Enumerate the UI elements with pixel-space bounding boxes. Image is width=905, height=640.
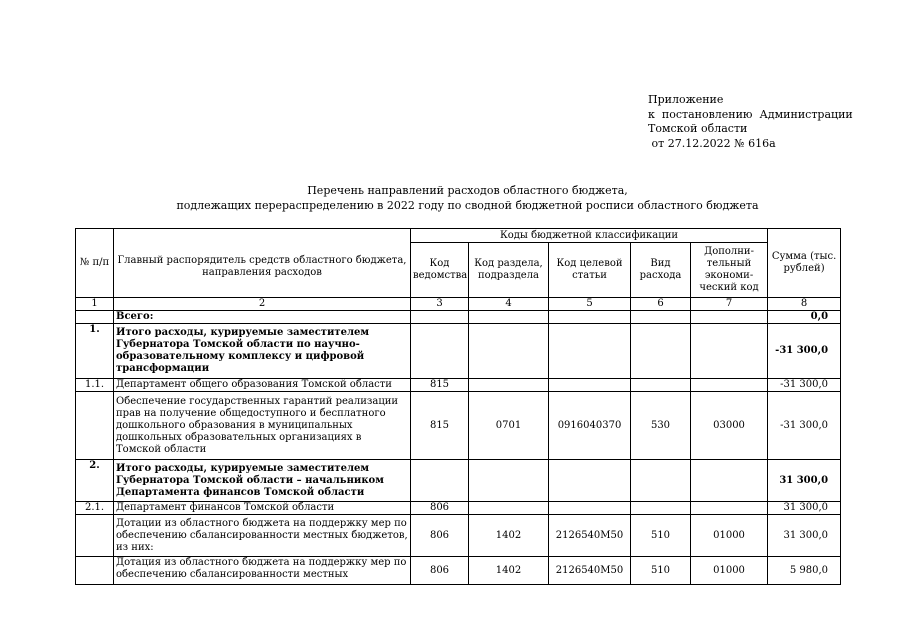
row-dop	[691, 502, 768, 515]
table-row	[76, 324, 841, 379]
row-sum: -31 300,0	[768, 324, 841, 379]
row-razdel: 1402	[469, 557, 549, 585]
row-cel: 0916040370	[549, 392, 631, 460]
appendix-line-3: Томской области	[648, 122, 748, 136]
row-razdel	[469, 324, 549, 379]
row-ved: 806	[411, 502, 469, 515]
table-row	[76, 460, 841, 502]
row-dop: 01000	[691, 515, 768, 557]
header-sum: Сумма (тыс. рублей)	[768, 229, 841, 298]
row-sum: 31 300,0	[768, 502, 841, 515]
row-num: 2.	[76, 460, 114, 502]
row-dop	[691, 324, 768, 379]
row-cel: 2126540М50	[549, 557, 631, 585]
header-num: № п/п	[76, 229, 114, 298]
row-ved: 806	[411, 557, 469, 585]
row-cel	[549, 379, 631, 392]
row-cel	[549, 460, 631, 502]
title-line-1: Перечень направлений расходов областного бюджета,	[307, 184, 628, 197]
header-codes: Коды бюджетной классификации	[411, 229, 768, 243]
row-dop: 03000	[691, 392, 768, 460]
row-ved	[411, 311, 469, 324]
colnum-cell: 2	[114, 298, 411, 311]
row-vid	[631, 502, 691, 515]
row-num	[76, 515, 114, 557]
colnum-cell: 1	[76, 298, 114, 311]
row-ved	[411, 324, 469, 379]
header-dop: Дополни-тельный экономи-ческий код	[691, 243, 768, 298]
row-sum: 0,0	[768, 311, 841, 324]
budget-table	[75, 228, 841, 585]
row-name: Итого расходы, курируемые заместителем Губернатора Томской области – начальником Департамента финансов Томской области	[114, 460, 411, 502]
row-sum: 31 300,0	[768, 460, 841, 502]
row-ved: 815	[411, 392, 469, 460]
row-num: 2.1.	[76, 502, 114, 515]
row-vid	[631, 379, 691, 392]
row-cel	[549, 311, 631, 324]
header-vedomstvo: Код ведомства	[411, 243, 469, 298]
appendix-block	[648, 93, 853, 151]
row-sum: 5 980,0	[768, 557, 841, 585]
row-razdel	[469, 460, 549, 502]
row-razdel: 1402	[469, 515, 549, 557]
colnum-cell: 5	[549, 298, 631, 311]
header-vid: Вид расхода	[631, 243, 691, 298]
row-sum: 31 300,0	[768, 515, 841, 557]
table-row	[76, 392, 841, 460]
row-num	[76, 557, 114, 585]
colnum-cell: 8	[768, 298, 841, 311]
row-razdel	[469, 502, 549, 515]
row-sum: -31 300,0	[768, 392, 841, 460]
row-name: Обеспечение государственных гарантий реализации прав на получение общедоступного и бесплатного дошкольного образования в муниципальных дошкольных образовательных организациях в Томской области	[114, 392, 411, 460]
row-ved	[411, 460, 469, 502]
table-row	[76, 515, 841, 557]
row-vid: 510	[631, 515, 691, 557]
row-name: Итого расходы, курируемые заместителем Губернатора Томской области по научно-образовательному комплексу и цифровой трансформации	[114, 324, 411, 379]
appendix-line-1: Приложение	[648, 93, 724, 106]
appendix-line-2: к постановлению Администрации	[648, 107, 853, 121]
row-dop	[691, 460, 768, 502]
table-row	[76, 557, 841, 585]
row-name: Всего:	[114, 311, 411, 324]
row-cel: 2126540М50	[549, 515, 631, 557]
colnum-cell: 6	[631, 298, 691, 311]
row-dop	[691, 379, 768, 392]
colnum-cell: 3	[411, 298, 469, 311]
appendix-line-4: от 27.12.2022 № 616а	[648, 136, 776, 150]
row-razdel	[469, 311, 549, 324]
row-num	[76, 311, 114, 324]
row-razdel: 0701	[469, 392, 549, 460]
table-row	[76, 379, 841, 392]
colnum-cell: 7	[691, 298, 768, 311]
row-vid	[631, 460, 691, 502]
row-vid	[631, 311, 691, 324]
row-razdel	[469, 379, 549, 392]
row-num: 1.1.	[76, 379, 114, 392]
row-name: Департамент финансов Томской области	[114, 502, 411, 515]
table-row	[76, 502, 841, 515]
header-main: Главный распорядитель средств областного бюджета, направления расходов	[114, 229, 411, 298]
header-celevaya: Код целевой статьи	[549, 243, 631, 298]
column-number-row	[76, 298, 841, 311]
row-vid	[631, 324, 691, 379]
document-title	[0, 183, 905, 213]
row-name: Департамент общего образования Томской области	[114, 379, 411, 392]
row-vid: 510	[631, 557, 691, 585]
header-razdel: Код раздела, подраздела	[469, 243, 549, 298]
row-name: Дотации из областного бюджета на поддержку мер по обеспечению сбалансированности местных бюджетов, из них:	[114, 515, 411, 557]
title-line-2: подлежащих перераспределению в 2022 году по сводной бюджетной росписи областного бюджета	[176, 199, 759, 212]
row-vid: 530	[631, 392, 691, 460]
row-ved: 806	[411, 515, 469, 557]
row-num	[76, 392, 114, 460]
row-dop: 01000	[691, 557, 768, 585]
row-ved: 815	[411, 379, 469, 392]
colnum-cell: 4	[469, 298, 549, 311]
row-num: 1.	[76, 324, 114, 379]
table-row-total	[76, 311, 841, 324]
row-sum: -31 300,0	[768, 379, 841, 392]
row-name: Дотация из областного бюджета на поддержку мер по обеспечению сбалансированности местных	[114, 557, 411, 585]
row-dop	[691, 311, 768, 324]
row-cel	[549, 502, 631, 515]
row-cel	[549, 324, 631, 379]
